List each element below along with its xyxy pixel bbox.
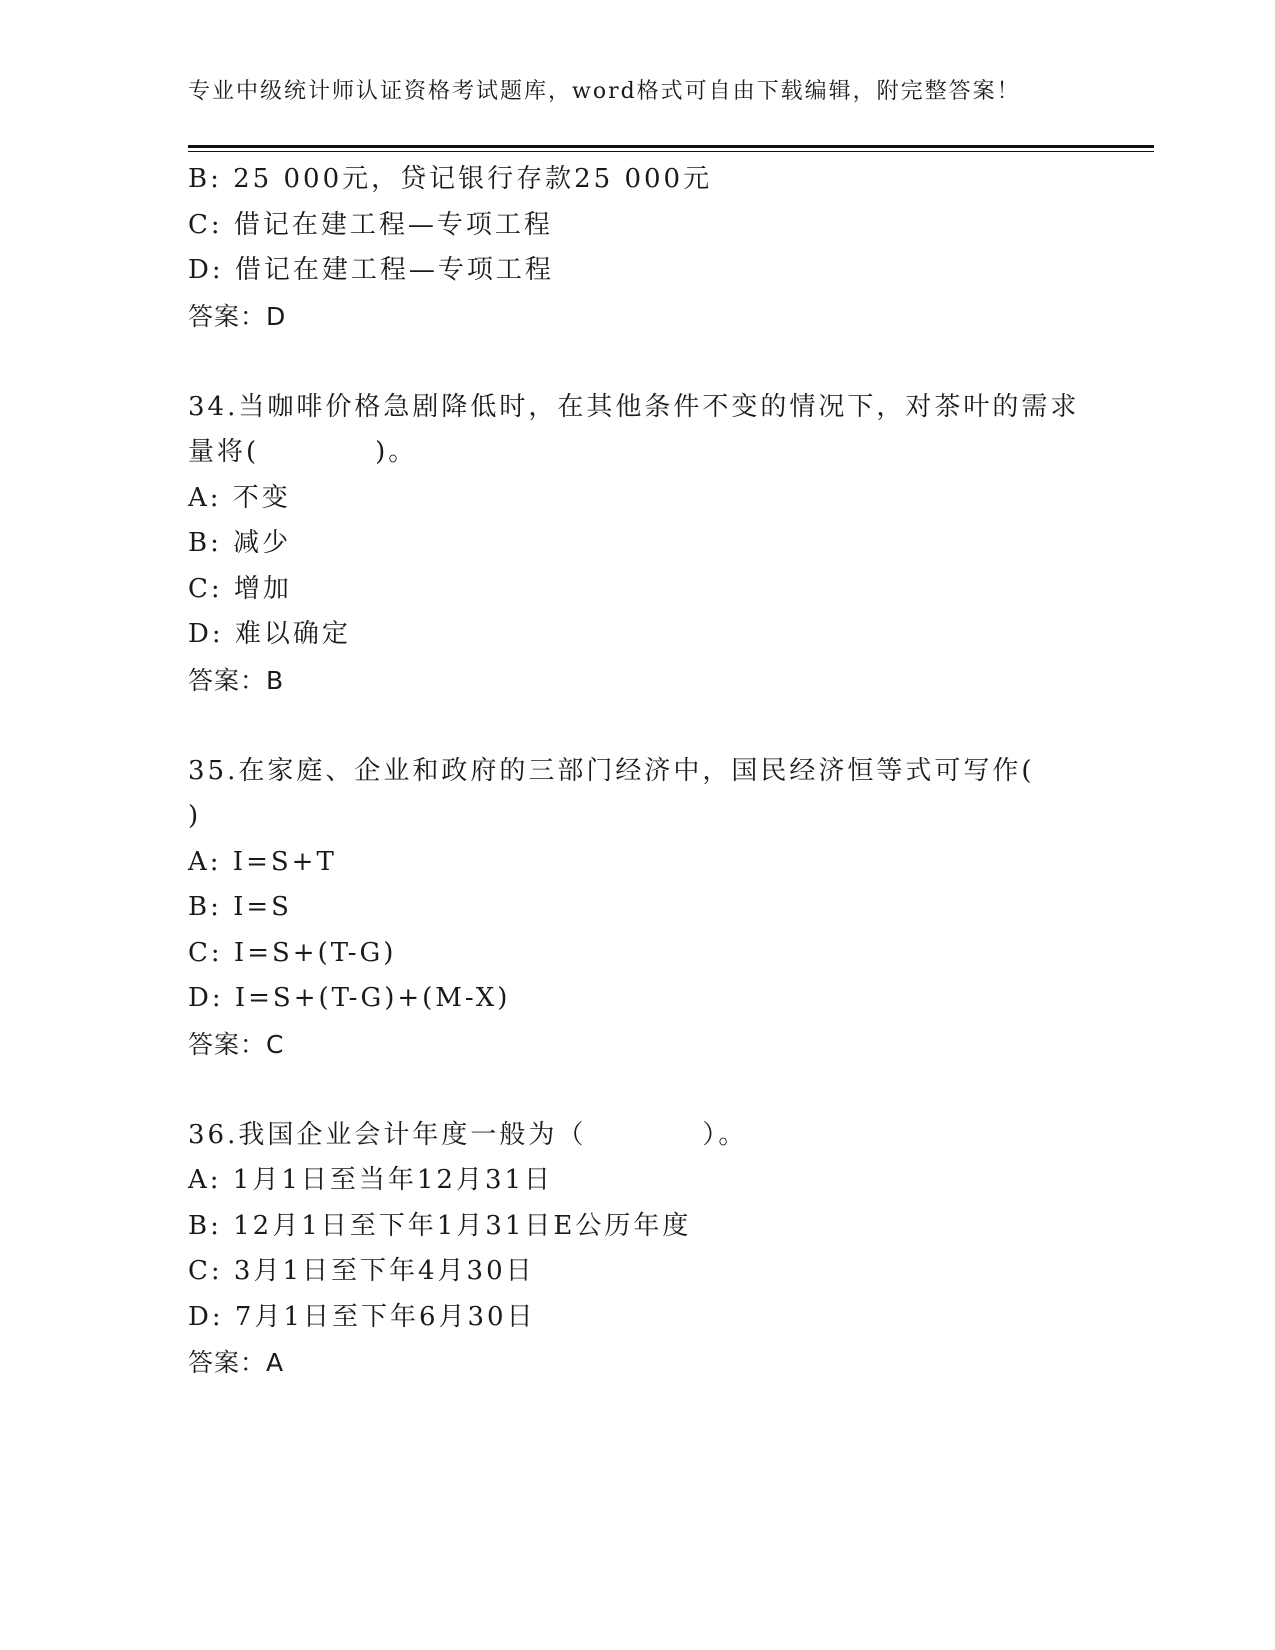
- question-36: [188, 1113, 1088, 1386]
- spacer: [188, 339, 1088, 385]
- option-line: D: 难以确定: [188, 619, 351, 649]
- answer-line: 答案：B: [188, 665, 285, 695]
- option-line: A: 不变: [188, 482, 291, 513]
- option-line: C: 3月1日至下年4月30日: [188, 1256, 535, 1286]
- answer-line: 答案：C: [188, 1029, 285, 1059]
- question-stem: 36.我国企业会计年度一般为（ ）。: [188, 1119, 748, 1150]
- question-33-continuation: [188, 157, 1088, 339]
- option-line: B: I=S: [188, 892, 292, 922]
- answer-line: 答案：A: [188, 1348, 285, 1377]
- question-34: [188, 385, 1088, 704]
- question-content: [188, 157, 1088, 1386]
- option-line: B: 减少: [188, 528, 292, 558]
- option-line: D: I=S+(T-G)+(M-X): [188, 983, 511, 1013]
- option-line: D: 7月1日至下年6月30日: [188, 1301, 536, 1332]
- option-line: C: I=S+(T-G): [188, 937, 397, 968]
- question-stem: ): [188, 801, 202, 831]
- question-stem: 量将( )。: [188, 437, 418, 467]
- page-header: 专业中级统计师认证资格考试题库，word格式可自由下载编辑，附完整答案！: [188, 79, 1021, 104]
- option-line: A: I=S+T: [188, 846, 337, 877]
- question-stem: 34.当咖啡价格急剧降低时，在其他条件不变的情况下，对茶叶的需求: [188, 391, 1080, 422]
- option-line: D: 借记在建工程—专项工程: [188, 255, 554, 285]
- option-line: A: 1月1日至当年12月31日: [188, 1165, 554, 1195]
- option-line: C: 借记在建工程—专项工程: [188, 209, 553, 240]
- header-rule-thick: [188, 145, 1154, 148]
- spacer: [188, 703, 1088, 749]
- header-rule-thin: [188, 151, 1154, 152]
- answer-line: 答案：D: [188, 301, 287, 331]
- question-35: [188, 749, 1088, 1068]
- spacer: [188, 1067, 1088, 1113]
- option-line: B: 25 000元，贷记银行存款25 000元: [188, 164, 713, 194]
- option-line: B: 12月1日至下年1月31日E公历年度: [188, 1210, 692, 1241]
- question-stem: 35.在家庭、企业和政府的三部门经济中，国民经济恒等式可写作(: [188, 755, 1035, 786]
- option-line: C: 增加: [188, 573, 292, 604]
